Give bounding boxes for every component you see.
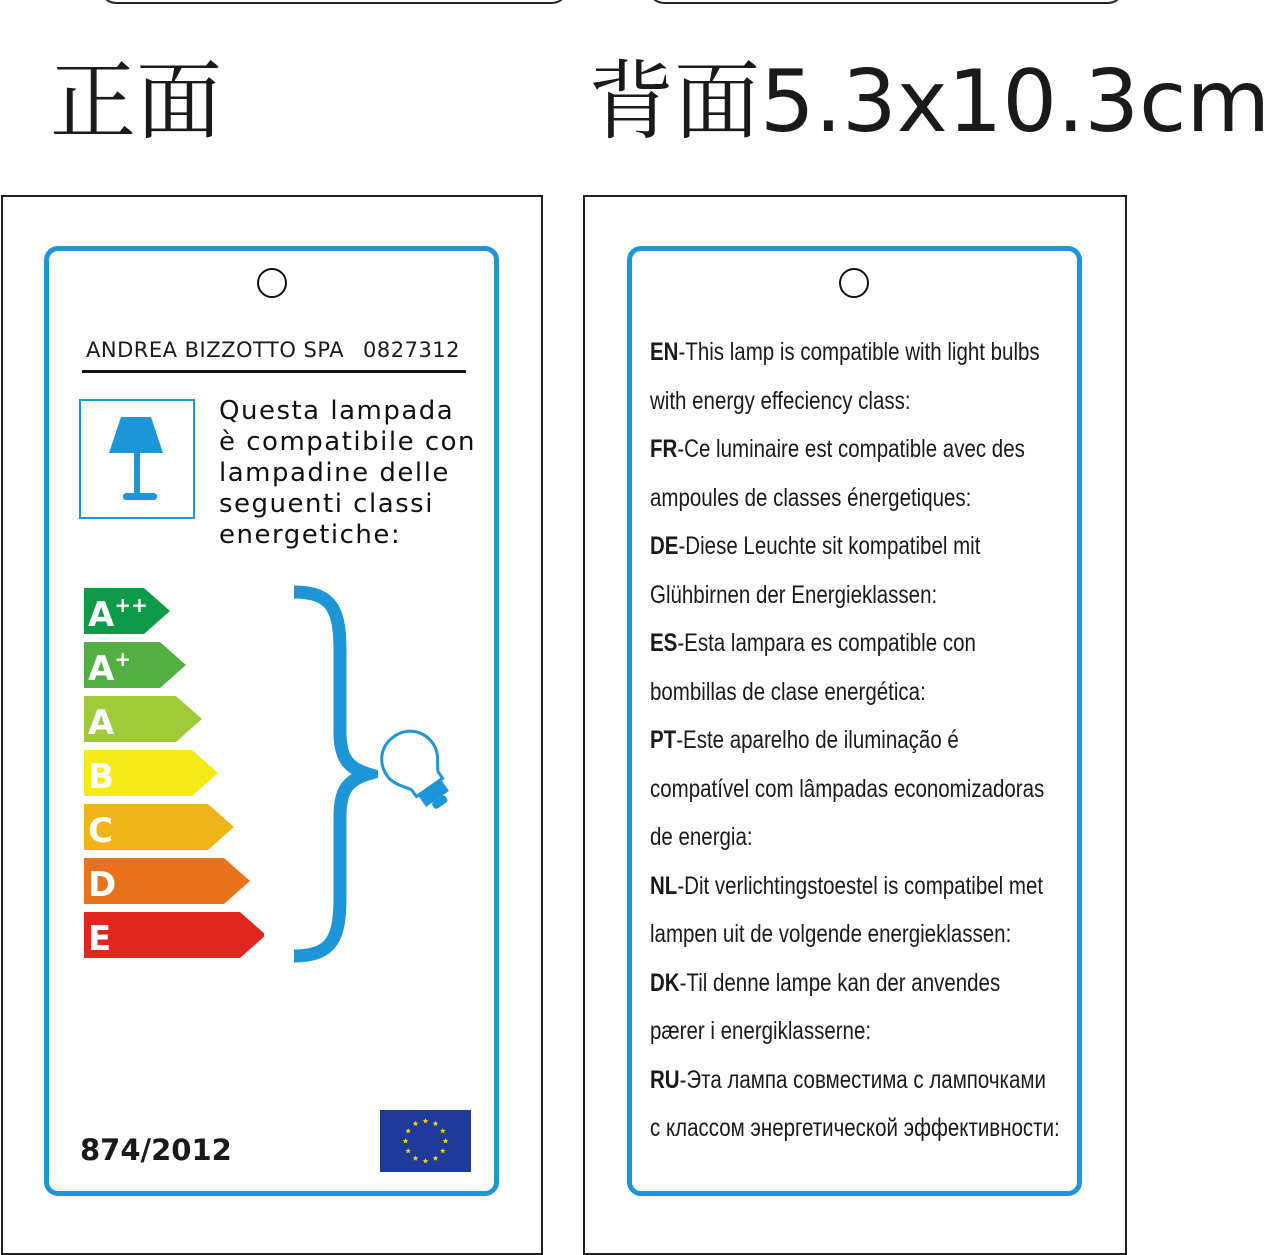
energy-class-label: A — [88, 703, 115, 743]
energy-class-label: A+ — [88, 647, 132, 689]
energy-class-label: E — [88, 919, 112, 959]
table-lamp-icon — [79, 399, 195, 519]
language-code-pt: PT — [650, 726, 677, 754]
text-line — [650, 813, 1011, 862]
text-line — [650, 1104, 1060, 1153]
line-text: with energy effeciency class: — [650, 386, 911, 415]
text-line — [650, 377, 1011, 426]
language-code-ru: RU — [650, 1065, 680, 1094]
line-text: compatível com lâmpadas economizadoras — [650, 774, 1045, 803]
language-code-en: EN — [650, 338, 679, 366]
back-heading: 背面5.3x10.3cm — [588, 52, 1271, 152]
text-line — [650, 328, 1040, 377]
language-code-dk: DK — [650, 968, 680, 997]
text-line — [650, 668, 1011, 717]
energy-scale — [84, 588, 264, 960]
language-code-es: ES — [650, 629, 678, 657]
language-code-fr: FR — [650, 435, 678, 463]
brand-row — [86, 338, 466, 362]
front-hang-hole — [257, 268, 287, 298]
energy-class-label: A++ — [88, 593, 148, 635]
line-text: lampen uit de volgende energieklassen: — [650, 920, 1012, 948]
line-text: -Ce luminaire est compatible avec des — [677, 435, 1025, 463]
front-heading: 正面 — [50, 52, 222, 152]
line-text: pærer i energiklasserne: — [650, 1017, 872, 1045]
text-line — [650, 1007, 1011, 1056]
text-line — [650, 959, 1011, 1008]
product-code: 0827312 — [363, 338, 461, 362]
text-line — [650, 765, 1045, 814]
line-text: -Эта лампа совместима с лампочками — [679, 1065, 1046, 1094]
energy-class-label: B — [88, 757, 114, 797]
text-line — [650, 619, 1011, 668]
compatibility-text-it: Questa lampada è compatibile con lampadine delle seguenti classi energetiche: — [219, 396, 477, 550]
line-text: ampoules de classes énergetiques: — [650, 483, 972, 512]
line-text: -Esta lampara es compatible con — [677, 629, 976, 657]
text-line — [650, 1056, 1046, 1105]
front-top-tab-edge — [100, 0, 568, 4]
text-line — [650, 910, 1011, 959]
multilingual-compatibility-text — [650, 328, 1060, 1153]
line-text: bombillas de clase energética: — [650, 677, 926, 706]
line-text: -Diese Leuchte sit kompatibel mit — [678, 532, 981, 560]
text-line — [650, 571, 1011, 620]
line-text: de energia: — [650, 823, 753, 851]
language-code-nl: NL — [650, 871, 678, 900]
line-text: -Til denne lampe kan der anvendes — [679, 968, 1001, 997]
text-line — [650, 474, 1011, 523]
line-text: -Este aparelho de iluminação é — [676, 726, 959, 754]
eu-flag-icon — [380, 1110, 471, 1172]
line-text: с классом энергетической эффективности: — [650, 1114, 1060, 1142]
back-top-tab-edge — [648, 0, 1124, 4]
regulation-number: 874/2012 — [80, 1133, 232, 1167]
text-line — [650, 522, 1011, 571]
text-line — [650, 716, 1011, 765]
brand-name: ANDREA BIZZOTTO SPA — [86, 338, 345, 362]
text-line — [650, 862, 1044, 911]
back-hang-hole — [839, 268, 869, 298]
energy-class-label: D — [88, 865, 117, 905]
brand-divider — [82, 370, 466, 373]
line-text: -This lamp is compatible with light bulbs — [678, 338, 1040, 366]
text-line — [650, 425, 1025, 474]
line-text: Glühbirnen der Energieklassen: — [650, 580, 938, 609]
line-text: -Dit verlichtingstoestel is compatibel met — [677, 871, 1044, 900]
light-bulb-icon — [376, 725, 460, 817]
brace-bracket — [288, 582, 378, 966]
energy-class-label: C — [88, 811, 113, 851]
language-code-de: DE — [650, 532, 679, 560]
